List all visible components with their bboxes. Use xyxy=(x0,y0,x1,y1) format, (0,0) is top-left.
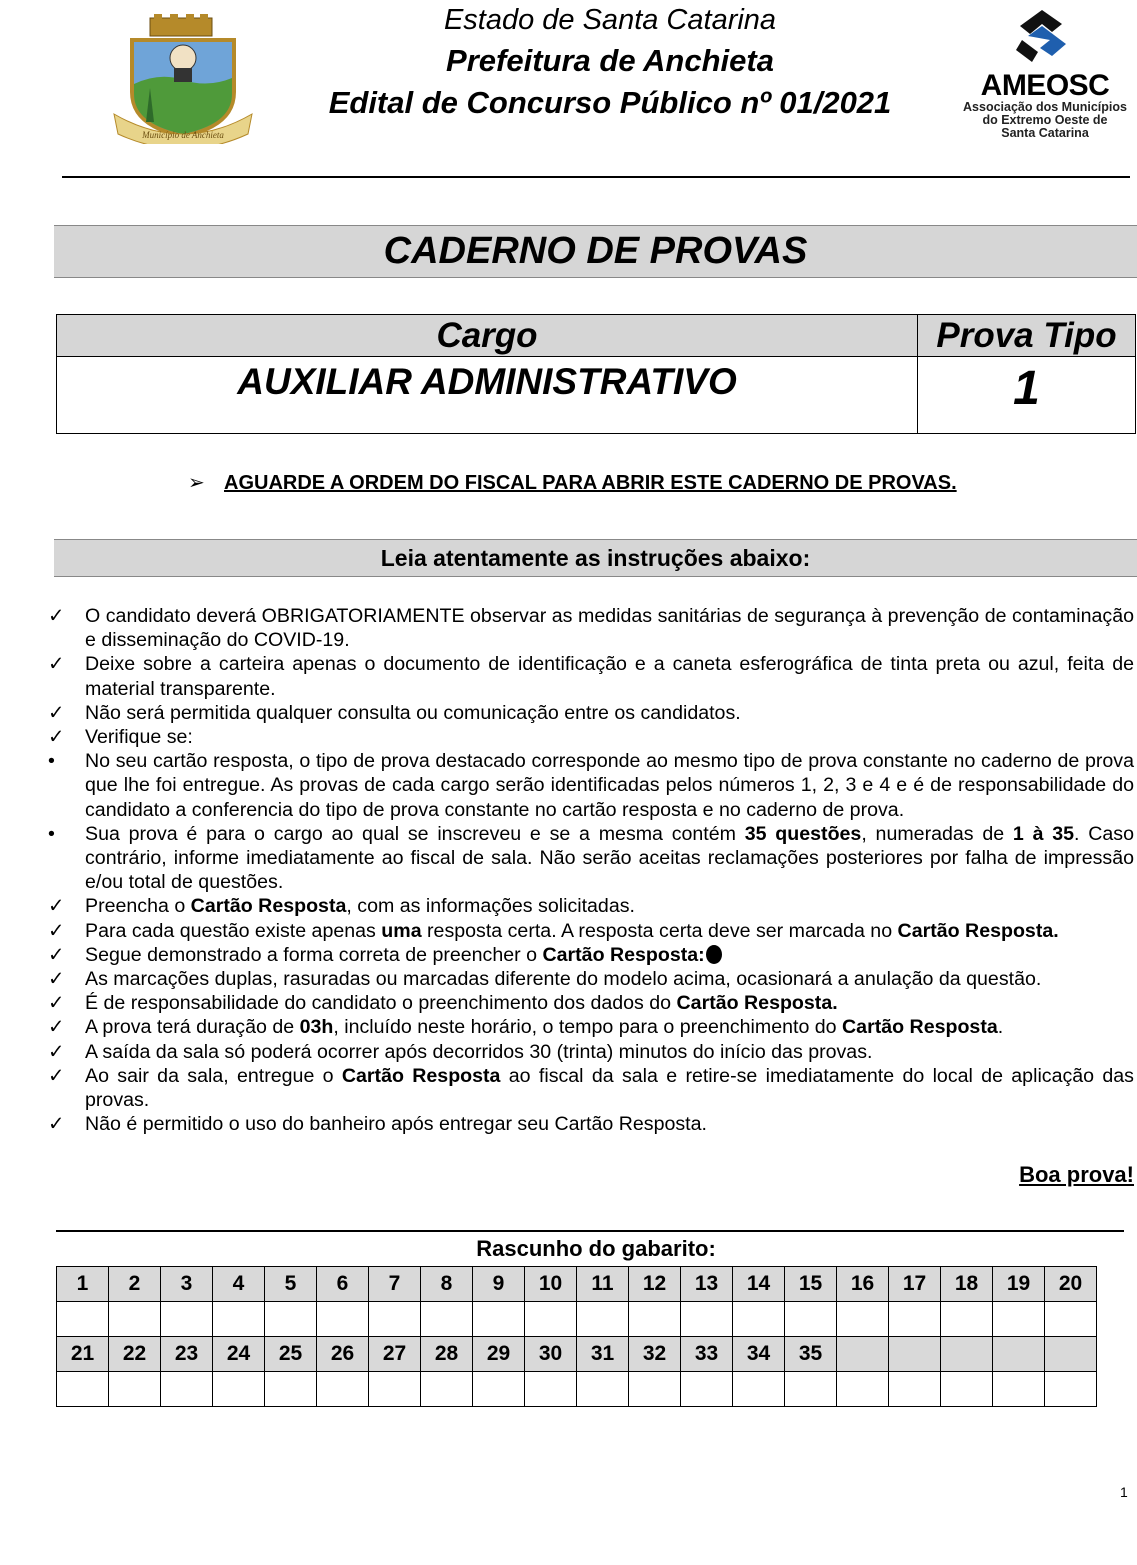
warning-line xyxy=(188,470,957,495)
check-icon: ✓ xyxy=(48,701,65,724)
header-state: Estado de Santa Catarina xyxy=(443,4,777,36)
grid-answer-cell[interactable] xyxy=(785,1372,837,1407)
grid-number-cell: 12 xyxy=(629,1267,681,1302)
title-bar xyxy=(54,225,1137,278)
grid-answer-cell[interactable] xyxy=(161,1302,213,1337)
ameosc-sub-2: do Extremo Oeste de xyxy=(982,113,1108,127)
grid-answer-cell[interactable] xyxy=(317,1372,369,1407)
grid-answer-cell[interactable] xyxy=(993,1372,1045,1407)
grid-number-cell: 31 xyxy=(577,1337,629,1372)
grid-answer-cell[interactable] xyxy=(265,1372,317,1407)
grid-number-cell: 10 xyxy=(525,1267,577,1302)
grid-number-cell: 4 xyxy=(213,1267,265,1302)
grid-number-cell: 1 xyxy=(57,1267,109,1302)
grid-number-cell: 19 xyxy=(993,1267,1045,1302)
list-item: ✓ O candidato deverá OBRIGATORIAMENTE observar as medidas sanitárias de segurança à prevenção de contaminação e disseminação do COVID-19. xyxy=(48,605,1134,652)
grid-number-cell: 7 xyxy=(369,1267,421,1302)
grid-answer-cell[interactable] xyxy=(473,1302,525,1337)
grid-number-cell: 21 xyxy=(57,1337,109,1372)
grid-answer-cell[interactable] xyxy=(629,1302,681,1337)
grid-number-cell: 14 xyxy=(733,1267,785,1302)
grid-number-cell: 33 xyxy=(681,1337,733,1372)
grid-answer-cell[interactable] xyxy=(473,1372,525,1407)
grid-number-cell: 8 xyxy=(421,1267,473,1302)
ameosc-emblem-icon xyxy=(1010,6,1080,66)
list-item: ✓ Deixe sobre a carteira apenas o documento de identificação e a caneta esferográfica de tinta preta ou azul, feita de material transparente. xyxy=(48,653,1134,700)
check-icon: ✓ xyxy=(48,605,65,627)
answer-draft-grid xyxy=(56,1266,1097,1407)
grid-number-cell: 17 xyxy=(889,1267,941,1302)
grid-answer-cell[interactable] xyxy=(369,1372,421,1407)
list-item: ✓ As marcações duplas, rasuradas ou marcadas diferente do modelo acima, ocasionará a anulação da questão. xyxy=(48,968,1042,991)
grid-number-cell: 9 xyxy=(473,1267,525,1302)
check-icon: ✓ xyxy=(48,653,65,676)
rascunho-divider xyxy=(56,1230,1124,1232)
check-icon: ✓ xyxy=(48,968,65,991)
list-item: ✓ A saída da sala só poderá ocorrer após decorridos 30 (trinta) minutos do início das provas. xyxy=(48,1040,873,1063)
ameosc-sub-3: Santa Catarina xyxy=(1001,126,1089,140)
grid-number-cell: 30 xyxy=(525,1337,577,1372)
arrow-icon: ➢ xyxy=(188,472,205,494)
check-icon: ✓ xyxy=(48,919,65,942)
grid-answer-cell[interactable] xyxy=(837,1302,889,1337)
grid-answer-cell[interactable] xyxy=(213,1302,265,1337)
grid-number-cell: 3 xyxy=(161,1267,213,1302)
list-item: ✓ Ao sair da sala, entregue o Cartão Resposta ao fiscal da sala e retire-se imediatamente do local de aplicação das provas. xyxy=(48,1064,1134,1112)
instructions-title: Leia atentamente as instruções abaixo: xyxy=(380,545,811,571)
grid-number-cell: 18 xyxy=(941,1267,993,1302)
list-item: ✓ Segue demonstrado a forma correta de preencher o Cartão Resposta: xyxy=(48,943,1134,967)
grid-number-cell: 35 xyxy=(785,1337,837,1372)
check-icon: ✓ xyxy=(48,1016,65,1039)
list-item: • Sua prova é para o cargo ao qual se inscreveu e se a mesma contém 35 questões, numeradas de 1 à 35. Caso contrário, informe imediatamente ao fiscal de sala. Não serão aceitas reclamações posteriores por falha de impressão e/ou total de questões. xyxy=(48,822,1134,894)
grid-number-cell xyxy=(993,1337,1045,1372)
grid-number-cell xyxy=(837,1337,889,1372)
document-header xyxy=(290,0,930,124)
grid-answer-cell[interactable] xyxy=(629,1372,681,1407)
cargo-value: AUXILIAR ADMINISTRATIVO xyxy=(57,357,918,434)
grid-number-cell: 11 xyxy=(577,1267,629,1302)
grid-number-cell: 24 xyxy=(213,1337,265,1372)
grid-number-cell xyxy=(889,1337,941,1372)
grid-number-cell: 27 xyxy=(369,1337,421,1372)
grid-number-cell: 20 xyxy=(1045,1267,1097,1302)
grid-answer-cell[interactable] xyxy=(369,1302,421,1337)
warning-text: AGUARDE A ORDEM DO FISCAL PARA ABRIR ESTE CADERNO DE PROVAS. xyxy=(224,472,957,494)
grid-answer-cell[interactable] xyxy=(733,1372,785,1407)
ameosc-sub-1: Associação dos Municípios xyxy=(963,100,1127,114)
grid-number-cell: 25 xyxy=(265,1337,317,1372)
list-item: ✓ Não será permitida qualquer consulta ou comunicação entre os candidatos. xyxy=(48,701,741,724)
check-icon: ✓ xyxy=(48,1113,65,1136)
grid-number-cell xyxy=(941,1337,993,1372)
header-edital: Edital de Concurso Público nº 01/2021 xyxy=(328,85,892,120)
grid-number-cell: 34 xyxy=(733,1337,785,1372)
list-item: ✓ Para cada questão existe apenas uma resposta certa. A resposta certa deve ser marcada no Cartão Resposta. xyxy=(48,919,1059,942)
grid-number-cell: 15 xyxy=(785,1267,837,1302)
instructions-bar xyxy=(54,539,1137,577)
grid-answer-cell[interactable] xyxy=(733,1302,785,1337)
grid-answer-cell[interactable] xyxy=(1045,1372,1097,1407)
filled-bubble-icon xyxy=(706,945,722,964)
grid-number-cell: 22 xyxy=(109,1337,161,1372)
bullet-icon: • xyxy=(48,750,55,773)
ameosc-logo xyxy=(960,6,1130,151)
grid-answer-cell[interactable] xyxy=(577,1302,629,1337)
crest-caption: Município de Anchieta xyxy=(142,130,224,140)
check-icon: ✓ xyxy=(48,1040,65,1063)
list-item: ✓ Preencha o Cartão Resposta, com as informações solicitadas. xyxy=(48,895,635,918)
cargo-header: Cargo xyxy=(57,315,918,357)
prova-tipo-value: 1 xyxy=(918,357,1136,434)
grid-answer-cell[interactable] xyxy=(265,1302,317,1337)
grid-number-cell: 32 xyxy=(629,1337,681,1372)
list-item: • No seu cartão resposta, o tipo de prova destacado corresponde ao mesmo tipo de prova constante no caderno de prova que lhe foi entregue. As provas de cada cargo serão identificadas pelos números 1, 2, 3 e 4 e é de responsabilidade do candidato a conferencia do tipo de prova constante no cartão resposta e no caderno de prova. xyxy=(48,750,1134,821)
grid-answer-cell[interactable] xyxy=(109,1372,161,1407)
bullet-icon: • xyxy=(48,822,55,845)
anchieta-crest-logo xyxy=(110,14,256,144)
grid-number-cell: 16 xyxy=(837,1267,889,1302)
grid-answer-cell[interactable] xyxy=(941,1372,993,1407)
grid-answer-cell[interactable] xyxy=(161,1372,213,1407)
grid-number-cell: 28 xyxy=(421,1337,473,1372)
grid-number-cell: 13 xyxy=(681,1267,733,1302)
grid-answer-cell[interactable] xyxy=(421,1302,473,1337)
grid-answer-cell[interactable] xyxy=(785,1302,837,1337)
list-item: ✓ É de responsabilidade do candidato o preenchimento dos dados do Cartão Resposta. xyxy=(48,992,838,1015)
grid-number-cell: 5 xyxy=(265,1267,317,1302)
grid-answer-cell[interactable] xyxy=(421,1372,473,1407)
grid-answer-cell[interactable] xyxy=(941,1302,993,1337)
grid-number-cell: 29 xyxy=(473,1337,525,1372)
grid-answer-cell[interactable] xyxy=(889,1372,941,1407)
grid-answer-cell[interactable] xyxy=(577,1372,629,1407)
grid-answer-cell[interactable] xyxy=(57,1302,109,1337)
page-title: CADERNO DE PROVAS xyxy=(383,230,808,272)
grid-answer-cell[interactable] xyxy=(837,1372,889,1407)
header-prefeitura: Prefeitura de Anchieta xyxy=(446,43,774,78)
grid-answer-cell[interactable] xyxy=(317,1302,369,1337)
list-item: ✓ Não é permitido o uso do banheiro após entregar seu Cartão Resposta. xyxy=(48,1113,707,1136)
check-icon: ✓ xyxy=(48,895,65,918)
grid-answer-cell[interactable] xyxy=(889,1302,941,1337)
grid-number-cell: 6 xyxy=(317,1267,369,1302)
page-number: 1 xyxy=(1120,1484,1128,1500)
check-icon: ✓ xyxy=(48,1064,65,1087)
grid-answer-cell[interactable] xyxy=(213,1372,265,1407)
rascunho-title: Rascunho do gabarito: xyxy=(476,1236,716,1261)
grid-number-cell: 2 xyxy=(109,1267,161,1302)
list-item: ✓ A prova terá duração de 03h, incluído neste horário, o tempo para o preenchimento do Cartão Resposta. xyxy=(48,1016,1004,1039)
closing-text: Boa prova! xyxy=(1019,1162,1134,1187)
grid-answer-cell[interactable] xyxy=(525,1302,577,1337)
grid-answer-cell[interactable] xyxy=(681,1372,733,1407)
check-icon: ✓ xyxy=(48,943,65,966)
grid-answer-cell[interactable] xyxy=(993,1302,1045,1337)
grid-answer-cell[interactable] xyxy=(525,1372,577,1407)
instructions-list xyxy=(48,604,1134,1136)
grid-answer-cell[interactable] xyxy=(109,1302,161,1337)
ameosc-brand: AMEOSC xyxy=(980,69,1110,102)
grid-number-cell: 26 xyxy=(317,1337,369,1372)
grid-answer-cell[interactable] xyxy=(1045,1302,1097,1337)
check-icon: ✓ xyxy=(48,726,65,749)
grid-number-cell: 23 xyxy=(161,1337,213,1372)
header-divider xyxy=(62,176,1130,178)
list-item: ✓ Verifique se: xyxy=(48,726,193,749)
grid-answer-cell[interactable] xyxy=(57,1372,109,1407)
check-icon: ✓ xyxy=(48,992,65,1015)
prova-tipo-header: Prova Tipo xyxy=(918,315,1136,357)
grid-answer-cell[interactable] xyxy=(681,1302,733,1337)
grid-number-cell xyxy=(1045,1337,1097,1372)
cargo-table xyxy=(56,314,1136,434)
